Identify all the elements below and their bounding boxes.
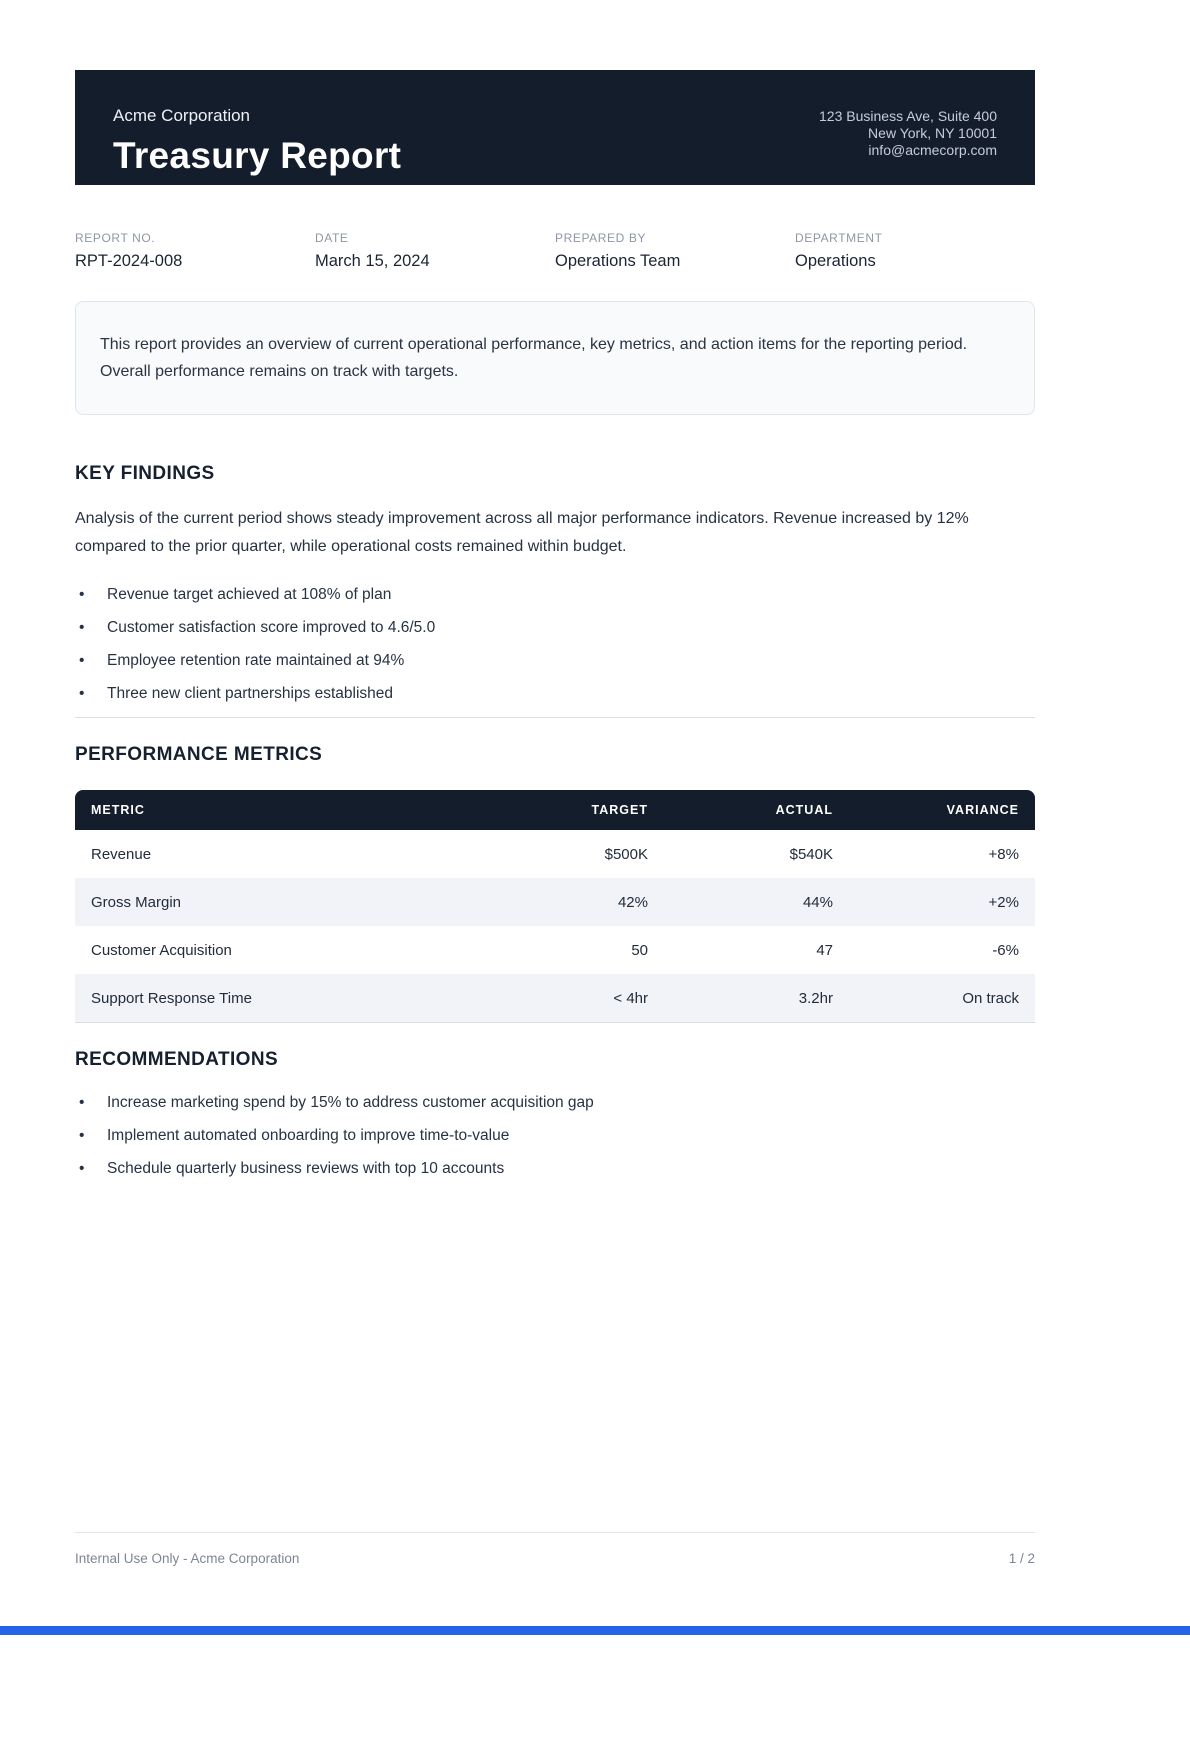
key-findings-heading: KEY FINDINGS (75, 463, 215, 484)
company-address (819, 106, 997, 185)
table-row (75, 830, 1035, 878)
list-item: • Three new client partnerships established (75, 684, 1035, 704)
metrics-table (75, 790, 1035, 1022)
address-line: info@acmecorp.com (868, 142, 997, 158)
table-row (75, 878, 1035, 926)
key-findings-section (75, 463, 1035, 704)
table-cell: 3.2hr (664, 974, 849, 1022)
meta-label: DEPARTMENT (795, 231, 883, 245)
meta-report-no (75, 231, 315, 271)
table-cell: Customer Acquisition (91, 941, 232, 959)
table-cell: 50 (631, 941, 648, 959)
company-name: Acme Corporation (113, 106, 251, 125)
meta-prepared-by (555, 231, 795, 271)
meta-value: March 15, 2024 (315, 252, 430, 270)
header-left (113, 106, 401, 185)
recommendations-section (75, 1049, 1035, 1179)
meta-date (315, 231, 555, 271)
table-cell: < 4hr (482, 974, 664, 1022)
table-cell: $500K (604, 845, 648, 863)
key-findings-paragraph: Analysis of the current period shows steady improvement across all major performance indicators. Revenue increased by 12% compared to the prior quarter, while operational costs remained within budget. (75, 510, 969, 555)
recommendations-list (75, 1093, 1035, 1179)
report-title: Treasury Report (113, 135, 402, 176)
key-findings-list (75, 585, 1035, 704)
table-cell: Gross Margin (75, 878, 482, 926)
report-header (75, 70, 1035, 185)
list-item: • Employee retention rate maintained at 94% (75, 651, 1035, 671)
performance-metrics-heading: PERFORMANCE METRICS (75, 744, 323, 765)
report-page (0, 70, 1190, 1753)
address-line: 123 Business Ave, Suite 400 (819, 108, 997, 124)
table-row (75, 926, 1035, 974)
page-number: 1 / 2 (1008, 1551, 1035, 1566)
column-header-variance: VARIANCE (849, 790, 1035, 830)
meta-label: PREPARED BY (555, 231, 647, 245)
column-header-target: TARGET (482, 790, 664, 830)
meta-department (795, 231, 1035, 271)
accent-bar (0, 1626, 1190, 1635)
section-divider (75, 717, 1035, 718)
meta-label: DATE (315, 231, 349, 245)
list-item: • Increase marketing spend by 15% to address customer acquisition gap (75, 1093, 1035, 1113)
meta-value: RPT-2024-008 (75, 252, 183, 270)
footer-confidentiality: Internal Use Only - Acme Corporation (75, 1551, 300, 1566)
table-cell: 42% (482, 878, 664, 926)
table-row (75, 974, 1035, 1022)
table-cell: Revenue (91, 845, 152, 863)
meta-value: Operations (795, 252, 876, 270)
recommendations-heading: RECOMMENDATIONS (75, 1049, 279, 1070)
table-cell: +8% (988, 845, 1019, 863)
table-cell: $540K (789, 845, 833, 863)
table-cell: Support Response Time (75, 974, 482, 1022)
summary-box (75, 301, 1035, 415)
address-line: New York, NY 10001 (868, 125, 997, 141)
list-item: • Revenue target achieved at 108% of plan (75, 585, 1035, 605)
meta-value: Operations Team (555, 252, 681, 270)
performance-metrics-section (75, 744, 1035, 1022)
section-divider (75, 1022, 1035, 1023)
list-item: • Customer satisfaction score improved to 4.6/5.0 (75, 618, 1035, 638)
column-header-metric: METRIC (75, 790, 482, 830)
table-cell: On track (849, 974, 1035, 1022)
table-cell: 44% (664, 878, 849, 926)
meta-row (75, 231, 1035, 271)
summary-text: This report provides an overview of current operational performance, key metrics, and action items for the reporting period. Overall performance remains on track with targets. (100, 336, 968, 380)
table-cell: 47 (816, 941, 833, 959)
page-footer (75, 1532, 1035, 1566)
list-item: • Implement automated onboarding to improve time-to-value (75, 1126, 1035, 1146)
list-item: • Schedule quarterly business reviews with top 10 accounts (75, 1159, 1035, 1179)
column-header-actual: ACTUAL (664, 790, 849, 830)
table-cell: -6% (992, 941, 1019, 959)
table-header-row (75, 790, 1035, 830)
table-cell: +2% (849, 878, 1035, 926)
meta-label: REPORT NO. (75, 231, 156, 245)
